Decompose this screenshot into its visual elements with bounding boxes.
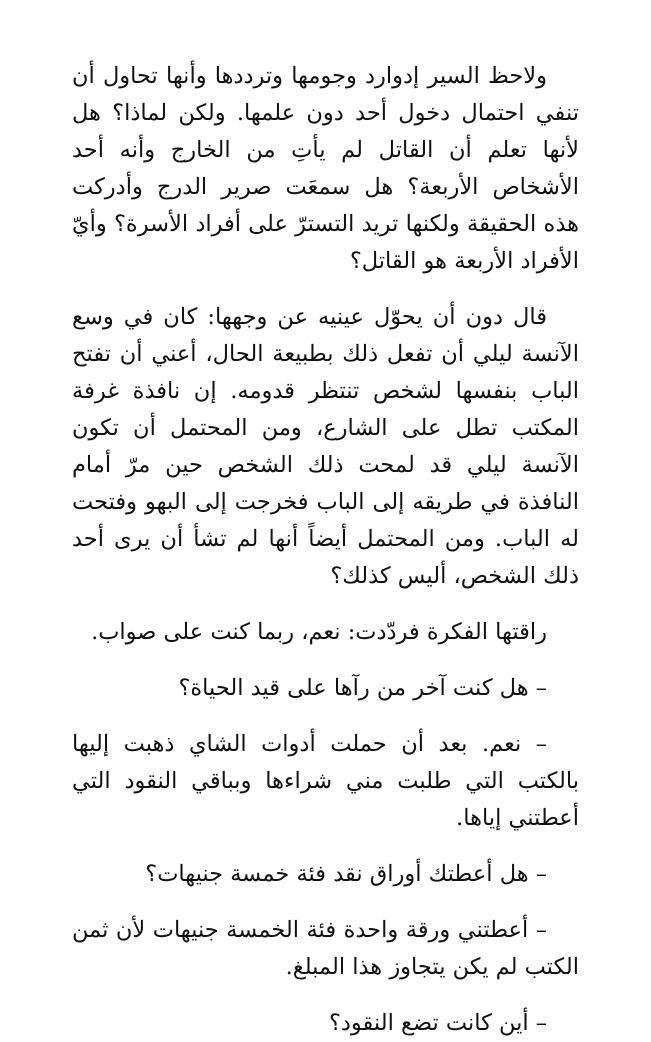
paragraph-window-theory: قال دون أن يحوّل عينيه عن وجهها: كان في وسع الآنسة ليلي أن تفعل ذلك بطبيعة الحال، أعني أن تفتح الباب بنفسها لشخص تنتظر قدومه. إن نافذة غرفة المكتب تطل على الشارع، ومن المحتمل أن تكون الآنسة ليلي قد لمحت ذلك الشخص حين مرّ أمام النافذة في طريقه إلى الباب فخرجت إلى البهو وفتحت له الباب. ومن المحتمل أيضاً أنها لم تشأ أن يرى أحد ذلك الشخص، أليس كذلك؟ bbox=[72, 304, 579, 589]
paragraph-agreement: راقتها الفكرة فردّدت: نعم، ربما كنت على صواب. bbox=[91, 619, 547, 645]
dialogue-books-answer: – نعم. بعد أن حملت أدوات الشاي ذهبت إليها بالكتب التي طلبت مني شراءها وبباقي النقود التي أعطتني إياها. bbox=[72, 731, 579, 831]
paragraph-edward-observation: ولاحظ السير إدوارد وجومها وترددها وأنها تحاول أن تنفي احتمال دخول أحد دون علمها. ولكن لماذا؟ هل لأنها تعلم أن القاتل لم يأتِ من الخارج وأنه أحد الأشخاص الأربعة؟ هل سمعَت صرير الدرج وأدركت هذه الحقيقة ولكنها تريد التسترّ على أفراد الأسرة؟ وأيّ الأفراد الأربعة هو القاتل؟ bbox=[72, 63, 579, 274]
dialogue-money-location-question: – أين كانت تضع النقود؟ bbox=[328, 1010, 547, 1036]
dialogue-last-seen-question: – هل كنت آخر من رآها على قيد الحياة؟ bbox=[178, 675, 547, 701]
dialogue-banknotes-question: – هل أعطتك أوراق نقد فئة خمسة جنيهات؟ bbox=[145, 861, 547, 887]
dialogue-one-note-answer: – أعطتني ورقة واحدة فئة الخمسة جنيهات لأن ثمن الكتب لم يكن يتجاوز هذا المبلغ. bbox=[72, 917, 579, 980]
